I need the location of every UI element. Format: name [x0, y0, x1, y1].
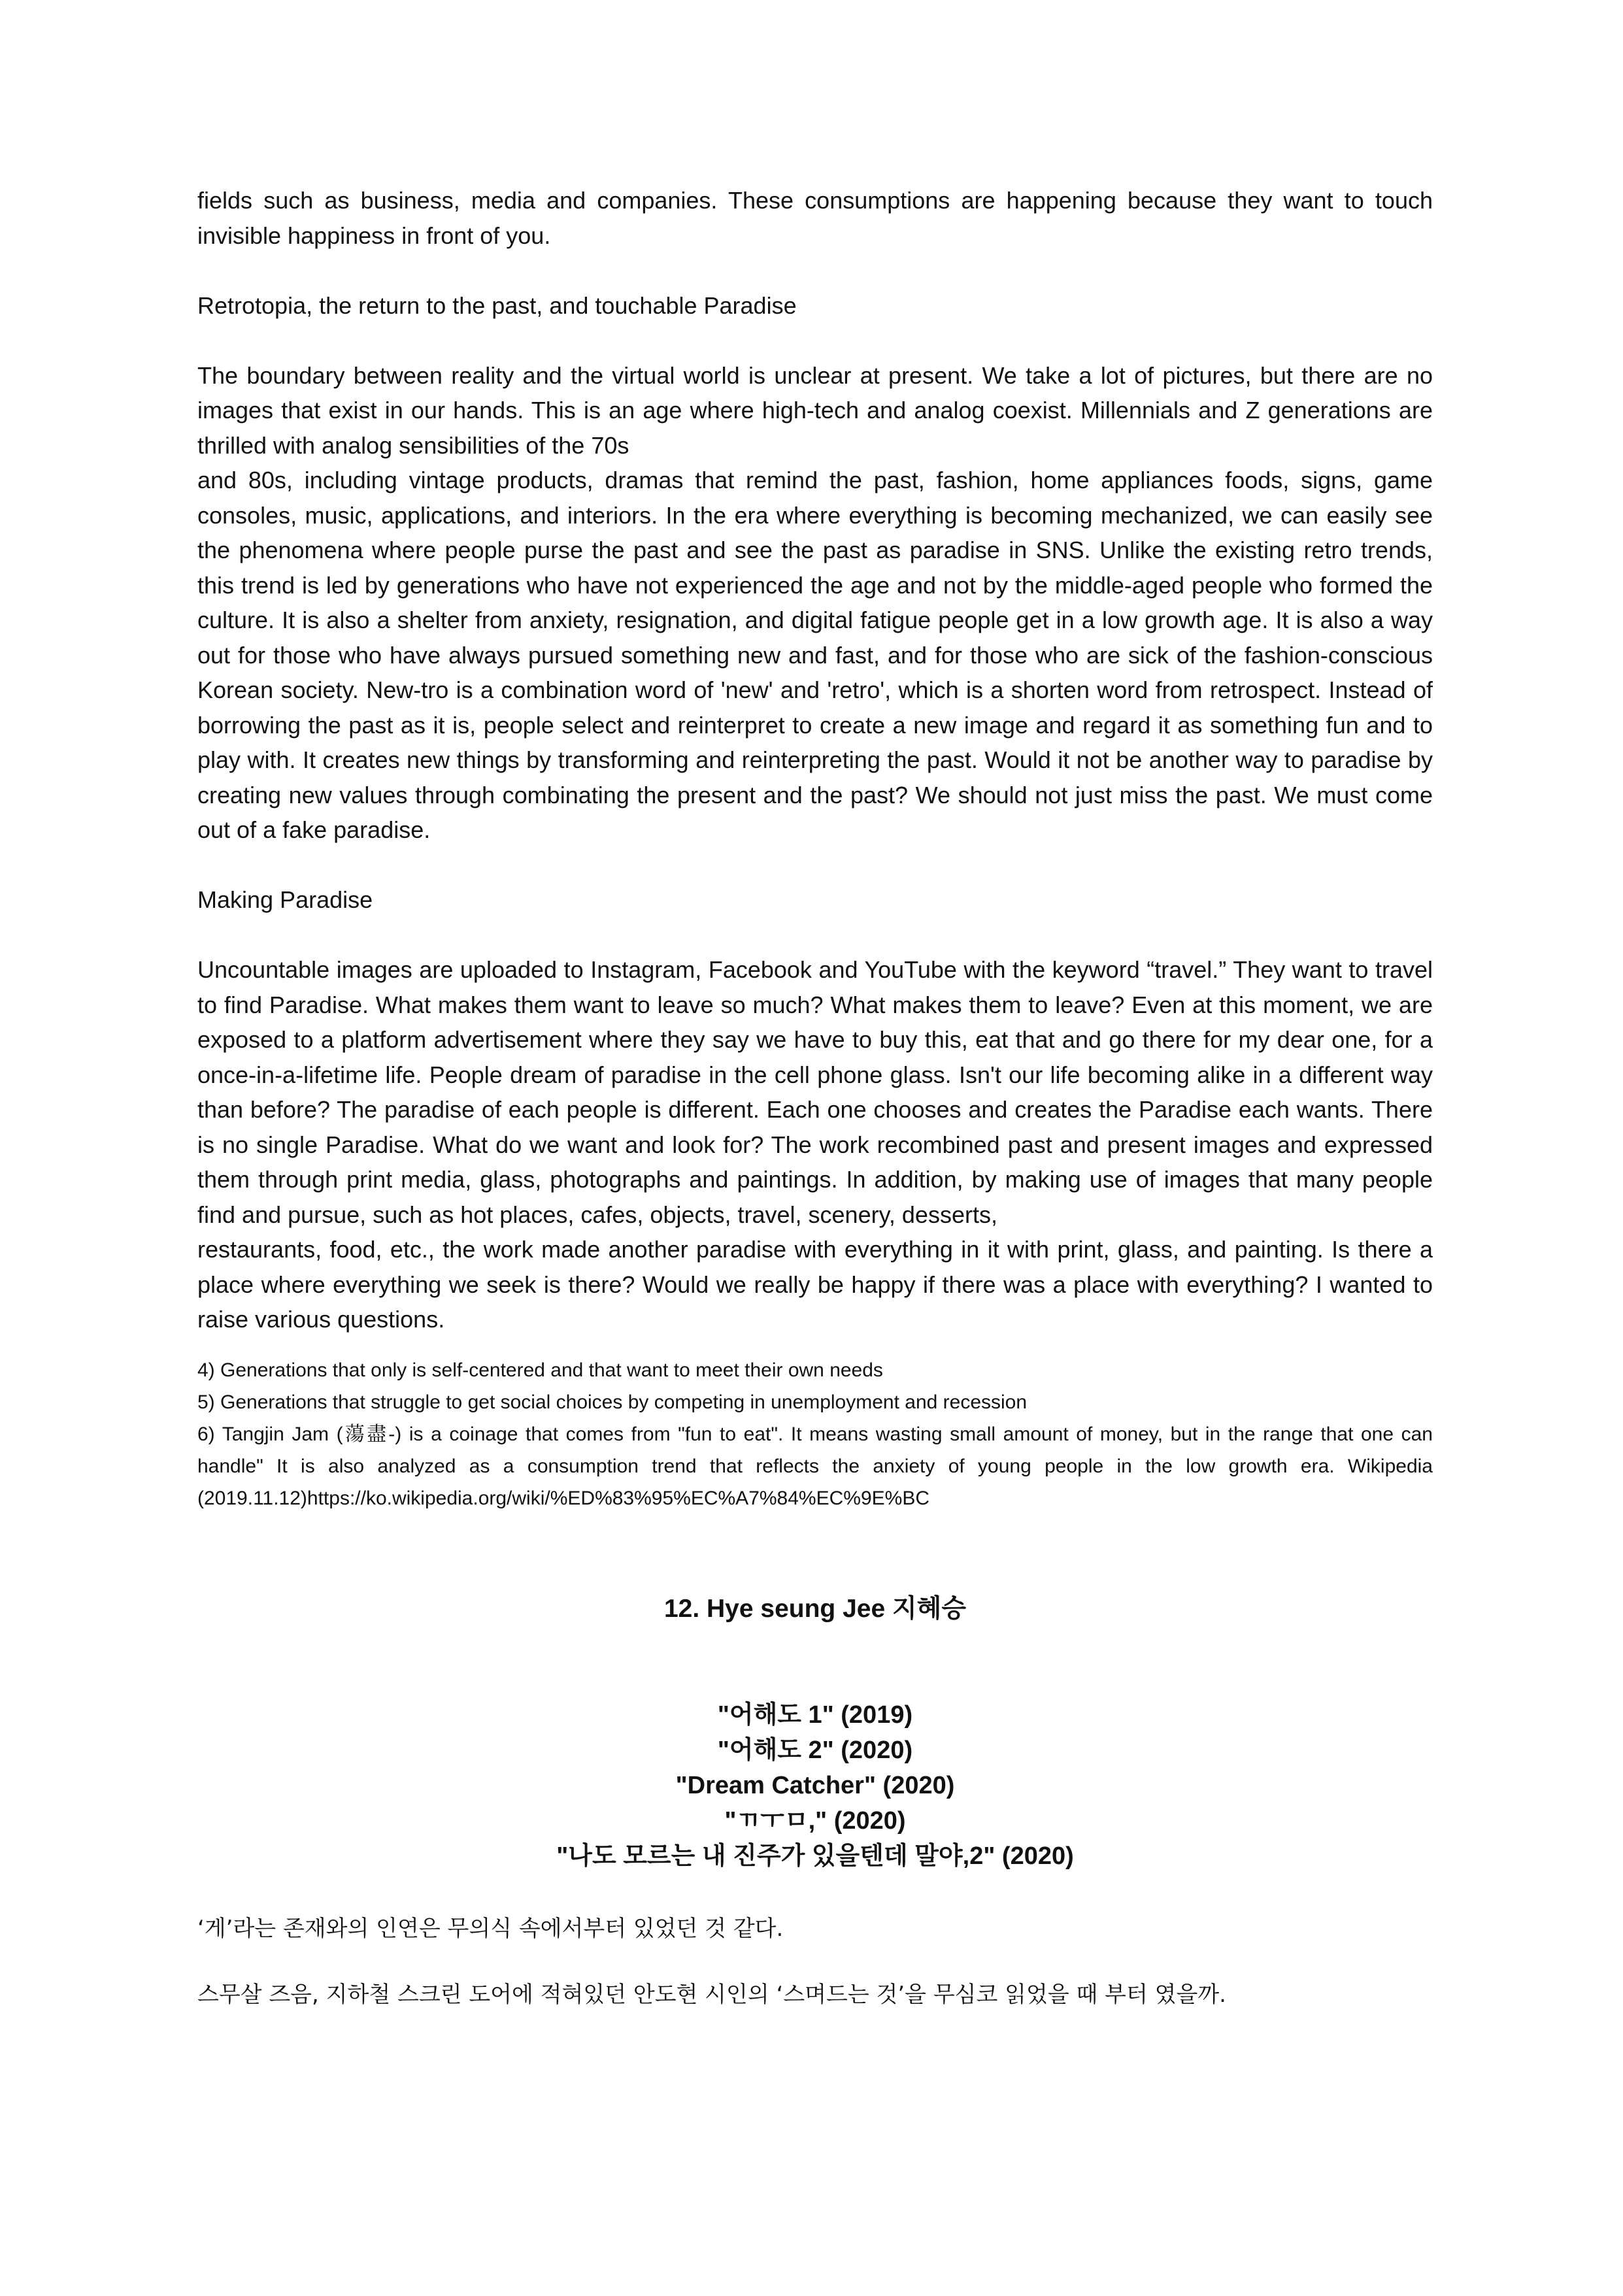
retrotopia-paragraph-part2: and 80s, including vintage products, dramas that remind the past, fashion, home appliances foods, signs, game consoles, music, applications, and interiors. In the era where everything is becoming mechanized, we can easily see the phenomena where people purse the past and see the past as paradise in SNS. Unlike the existing retro trends, this trend is led by generations who have not experienced the age and not by the middle-aged people who formed the culture. It is also a shelter from anxiety, resignation, and digital fatigue people get in a low growth age. It is also a way out for those who have always pursued something new and fast, and for those who are sick of the fashion-conscious Korean society. New-tro is a combination word of 'new' and 'retro', which is a shorten word from retrospect. Instead of borrowing the past as it is, people select and reinterpret to create a new image and regard it as something fun and to play with. It creates new things by transforming and reinterpreting the past. Would it not be another way to paradise by creating new values through combinating the present and the past? We should not just miss the past. We must come out of a fake paradise. [197, 467, 1433, 843]
work-title: "Dream Catcher" (2020) [675, 1771, 955, 1799]
footnotes [197, 1354, 1433, 1514]
works-list [197, 1697, 1433, 1874]
work-title: "어해도 2" (2020) [717, 1736, 913, 1764]
artist-title: 12. Hye seung Jee 지혜승 [663, 1594, 967, 1623]
korean-paragraph-2: 스무살 즈음, 지하철 스크린 도어에 적혀있던 안도현 시인의 ‘스며드는 것’을 무심코 읽었을 때 부터 였을까. [197, 1982, 1226, 2008]
korean-paragraph-1: ‘게’라는 존재와의 인연은 무의식 속에서부터 있었던 것 같다. [197, 1915, 784, 1942]
making-paradise-paragraph-part2: restaurants, food, etc., the work made another paradise with everything in it with print, glass, and painting. Is there a place where everything we seek is there? Would we really be happy if there was a place with everything? I wanted to raise various questions. [197, 1236, 1433, 1333]
work-title: "ㄲㅜㅁ," (2020) [724, 1806, 906, 1835]
work-title: "어해도 1" (2019) [717, 1701, 913, 1729]
spacer [197, 323, 1433, 358]
section-heading-retrotopia: Retrotopia, the return to the past, and touchable Paradise [197, 291, 797, 319]
document-page [197, 183, 1433, 2013]
footnote-5: 5) Generations that struggle to get social choices by competing in unemployment and recession [197, 1391, 1028, 1413]
footnote-6: 6) Tangjin Jam (蕩盡-) is a coinage that comes from "fun to eat". It means wasting small amount of money, but in the range that one can handle" It is also analyzed as a consumption trend that reflects the anxiety of young people in the low growth era. Wikipedia (2019.11.12)https://ko.wikipedia.org/wiki/%ED%83%95%EC%A7%84%EC%9E%BC [197, 1423, 1433, 1509]
intro-paragraph: fields such as business, media and companies. These consumptions are happening because they want to touch invisible happiness in front of you. [197, 187, 1433, 249]
retrotopia-paragraph-part1: The boundary between reality and the virtual world is unclear at present. We take a lot of pictures, but there are no images that exist in our hands. This is an age where high-tech and analog coexist. Millennials and Z generations are thrilled with analog sensibilities of the 70s [197, 361, 1433, 459]
footnote-4: 4) Generations that only is self-centered and that want to meet their own needs [197, 1359, 883, 1381]
section-heading-making-paradise: Making Paradise [197, 886, 373, 913]
spacer [197, 918, 1433, 953]
spacer [197, 848, 1433, 883]
work-title: "나도 모르는 내 진주가 있을텐데 말야,2" (2020) [556, 1842, 1074, 1870]
making-paradise-paragraph-part1: Uncountable images are uploaded to Instagram, Facebook and YouTube with the keyword “travel.” They want to travel to find Paradise. What makes them want to leave so much? What makes them to leave? Even at this moment, we are exposed to a platform advertisement where they say we have to buy this, eat that and go there for my dear one, for a once-in-a-lifetime life. People dream of paradise in the cell phone glass. Isn't our life becoming alike in a different way than before? The paradise of each people is different. Each one chooses and creates the Paradise each wants. There is no single Paradise. What do we want and look for? The work recombined past and present images and expressed them through print media, glass, photographs and paintings. In addition, by making use of images that many people find and pursue, such as hot places, cafes, objects, travel, scenery, desserts, [197, 956, 1433, 1228]
spacer [197, 253, 1433, 288]
